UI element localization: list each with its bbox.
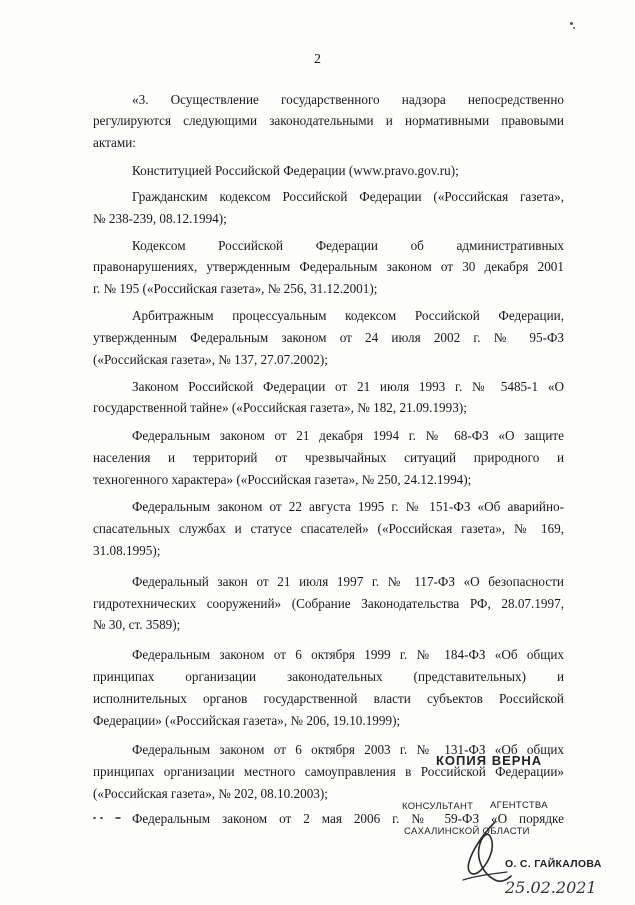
text-line: исполнительных органов государственной власти субъектов Российской (93, 691, 564, 706)
text-line: («Российская газета», № 137, 27.07.2002); (93, 352, 328, 367)
text-line: гидротехнических сооружений» (Собрание Законодательства РФ, 28.07.1997, (93, 596, 564, 611)
text-line: Федеральным законом от 22 августа 1995 г. № 151-ФЗ «Об аварийно- (132, 499, 564, 514)
text-line: г. № 195 («Российская газета», № 256, 31.12.2001); (93, 281, 378, 296)
text-line: населения и территорий от чрезвычайных ситуаций природного и (93, 450, 564, 465)
text-line: № 30, ст. 3589); (93, 617, 181, 632)
text-line: Федеральным законом от 2 мая 2006 г. № 59-ФЗ «О порядке (132, 811, 564, 826)
text-line: государственной тайне» («Российская газета», № 182, 21.09.1993); (93, 400, 467, 415)
text-line: техногенного характера» («Российская газета», № 250, 24.12.1994); (93, 472, 472, 487)
scan-speck (115, 817, 121, 819)
stamp-title: КОПИЯ ВЕРНА (436, 753, 543, 768)
scan-speck (100, 817, 103, 819)
stamp-date: 25.02.2021 (505, 878, 597, 897)
text-line: Арбитражным процессуальным кодексом Российской Федерации, (132, 308, 564, 323)
stamp-consultant: КОНСУЛЬТАНТ (402, 801, 474, 812)
text-line: утвержденным Федеральным законом от 24 июля 2002 г. № 95-ФЗ (93, 330, 564, 345)
text-line: Федеральным законом от 6 октября 1999 г. № 184-ФЗ «Об общих (132, 647, 564, 662)
stamp-name: О. С. ГАЙКАЛОВА (505, 858, 602, 870)
text-line: Федеральным законом от 6 октября 2003 г. № 131-ФЗ «Об общих (132, 742, 564, 757)
stamp-agency: АГЕНТСТВА (490, 800, 548, 811)
page-number: 2 (314, 52, 321, 67)
stamp-region: САХАЛИНСКОЙ ОБЛАСТИ (404, 826, 530, 837)
text-line: 31.08.1995); (93, 543, 161, 558)
text-line: принципах организации законодательных (представительных) и (93, 669, 564, 684)
text-line: Кодексом Российской Федерации об административных (132, 238, 564, 253)
scan-speck (570, 22, 573, 25)
text-line: регулируются следующими законодательными и нормативными правовыми (93, 113, 564, 128)
text-line: № 238-239, 08.12.1994); (93, 211, 227, 226)
scan-speck (93, 817, 96, 819)
text-line: актами: (93, 135, 136, 150)
scan-speck (573, 27, 575, 29)
text-line: правонарушениях, утвержденным Федеральным законом от 30 декабря 2001 (93, 259, 564, 274)
text-line: Федеральным законом от 21 декабря 1994 г. № 68-ФЗ «О защите (132, 428, 564, 443)
text-line: Федеральный закон от 21 июля 1997 г. № 117-ФЗ «О безопасности (132, 574, 564, 589)
text-line: принципах организации местного самоуправления в Российской Федерации» (93, 764, 564, 779)
text-line: «3. Осуществление государственного надзора непосредственно (132, 92, 564, 107)
text-line: Конституцией Российской Федерации (www.pravo.gov.ru); (132, 163, 459, 178)
text-line: спасательных службах и статусе спасателей» («Российская газета», № 169, (93, 521, 564, 536)
text-line: («Российская газета», № 202, 08.10.2003); (93, 786, 328, 801)
text-line: Гражданским кодексом Российской Федерации («Российская газета», (132, 189, 564, 204)
text-line: Федерации» («Российская газета», № 206, 19.10.1999); (93, 713, 401, 728)
text-line: Законом Российской Федерации от 21 июля 1993 г. № 5485-1 «О (132, 379, 564, 394)
